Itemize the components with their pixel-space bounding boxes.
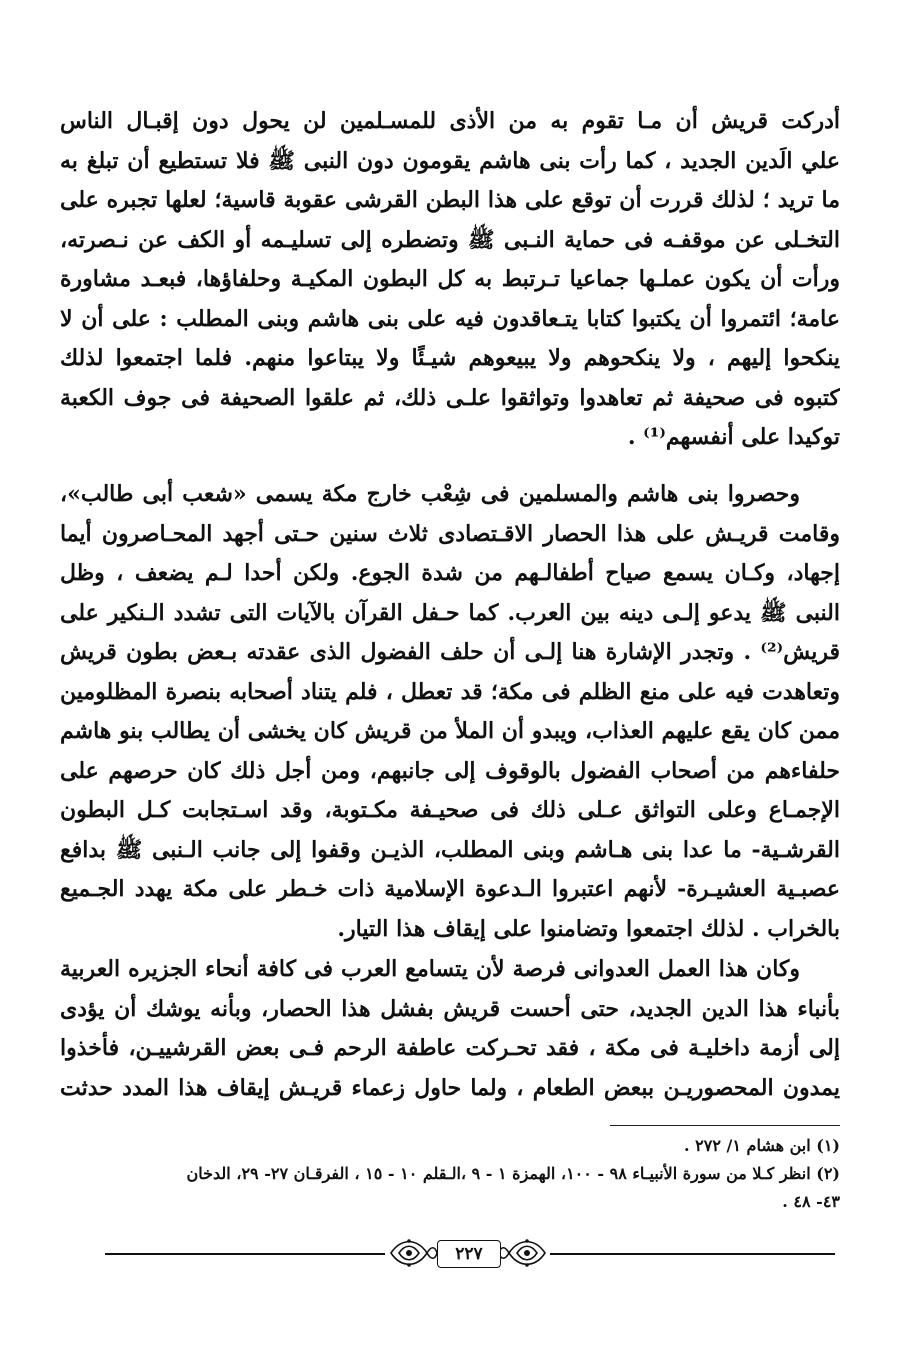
text-line: بأنباء هذا الدين الجديد، حتى أحست قريش بفشل هذا الحصار، وبأنه يوشك أن يؤدى	[60, 995, 840, 1022]
text-line: علي الَدين الجديد ، كما رأت بنى هاشم يقومون دون النبى ﷺ فلا تستطيع أن تبلغ به	[60, 147, 840, 174]
paragraph-3	[60, 950, 840, 1108]
page-footer	[105, 1234, 835, 1274]
paragraph-1	[60, 102, 840, 458]
text-line: وحصروا بنى هاشم والمسلمين فى شِعْب خارج مكة يسمى «شعب أبى طالب»،	[60, 481, 800, 507]
text-line: وقامت قريـش على هذا الحصار الاقـتصادى ثلاث سنين حـتى أجهد المحـاصرون أيما	[60, 520, 840, 547]
text-line: النبى ﷺ يدعو إلـى دينه بين العرب. كما حـفل القرآن بالآيات التى تشدد الـنكير على	[60, 599, 840, 626]
page-number: ٢٢٧	[437, 1240, 501, 1268]
footer-rule-left	[105, 1253, 385, 1255]
text-line: ينكحوا إليهم ، ولا ينكحوهم ولا يبيعوهم شيـئًا ولا يبتاعوا منهم. فلما اجتمعوا لذلك	[60, 345, 840, 371]
text-line: يمدون المحصوريـن ببعض الطعام ، ولما حاول زعماء قريـش إيقاف هذا المدد حدثت	[60, 1074, 840, 1101]
text-line: ممن كان يقع عليهم العذاب، ويبدو أن الملأ من قريش كان يخشى أن يطالب بنو هاشم	[60, 718, 840, 744]
text-line: الإجمـاع وعلى التواثق عـلى ذلك فى صحيـفة مكـتوبة، وقد اسـتجابت كـل البطون	[60, 797, 840, 823]
text-line: القرشـية- ما عدا بنى هـاشم وبنى المطلب، الذيـن وقفوا إلى جانب الـنبى ﷺ بدافع	[60, 836, 840, 863]
page-number-ornament	[387, 1234, 549, 1272]
text-line: أدركت قريش أن مـا تقوم به من الأذى للمسـلمين لن يحول دون إقبـال الناس	[60, 108, 840, 134]
text-line: ما تريد ؛ لذلك قررت أن توقع على هذا البطن القرشى عقوبة قاسية؛ لعلها تجبره على	[60, 187, 840, 213]
text-line: توكيدا على أنفسهم⁽¹⁾ .	[627, 424, 840, 450]
text-line: وكان هذا العمل العدوانى فرصة لأن يتسامع العرب فى كافة أنحاء الجزيره العربية	[60, 956, 800, 982]
footnotes	[60, 1132, 840, 1216]
footnote-2: (٢) انظر كـلا من سورة الأنبيـاء ٩٨ - ١٠٠، الهمزة ١ - ٩ ،الـقلم ١٠ - ١٥ ، الفرقـان ٢٧- ٢٩، الدخان	[186, 1164, 840, 1183]
text-line: إجهاد، وكـان يسمع صياح أطفالـهم من شدة الجوع. ولكن أحدا لـم يضعف ، وظل	[60, 560, 840, 586]
text-line: كتبوه فى صحيفة ثم تعاهدوا وتواثقوا علـى ذلك، ثم علقوا الصحيفة فى جوف الكعبة	[60, 384, 840, 411]
footnote-separator	[610, 1125, 840, 1126]
text-line: عصبـية العشيـرة- لأنهم اعتبروا الـدعوة الإسلامية ذات خـطر على مكة يهدد الجـميع	[60, 876, 840, 902]
text-line: قريش⁽²⁾ . وتجدر الإشارة هنا إلـى أن حلف الفضول الذى عقدته بـعض بطون قريش	[60, 639, 840, 665]
text-line: إلى أزمة داخليـة فى مكة ، فقد تحـركت عاطفة الرحم فـى بعض القرشييـن، فأخذوا	[60, 1035, 840, 1061]
footer-rule-right	[550, 1253, 835, 1255]
text-line: عامة؛ ائتمروا أن يكتبوا كتابا يتـعاقدون فيه على بنى هاشم وبنى المطلب : على أن لا	[60, 305, 840, 332]
text-line: بالخراب . لذلك اجتمعوا وتضامنوا على إيقاف هذا التيار.	[337, 915, 840, 942]
text-line: التخـلى عن موقفـه فى حماية النـبى ﷺ وتضطره إلى تسليـمه أو الكف عن نـصرته،	[60, 226, 840, 253]
footnote-1: (١) ابن هشام ١/ ٢٧٢ .	[684, 1136, 840, 1155]
text-line: وتعاهدت فيه على منع الظلم فى مكة؛ قد تعطل ، فلم يتناد أصحابه بنصرة المظلومين	[60, 678, 840, 705]
footnote-2-continued: ٤٣- ٤٨ .	[782, 1192, 840, 1211]
text-line: حلفاءهم من أصحاب الفضول بالوقوف إلى جانبهم، ومن أجل ذلك كان حرصهم على	[60, 757, 840, 784]
paragraph-2	[60, 475, 840, 949]
text-line: ورأت أن يكون عملـها جماعيا تـرتبط به كل البطون المكيـة وحلفاؤها، فبعـد مشاورة	[60, 266, 840, 292]
